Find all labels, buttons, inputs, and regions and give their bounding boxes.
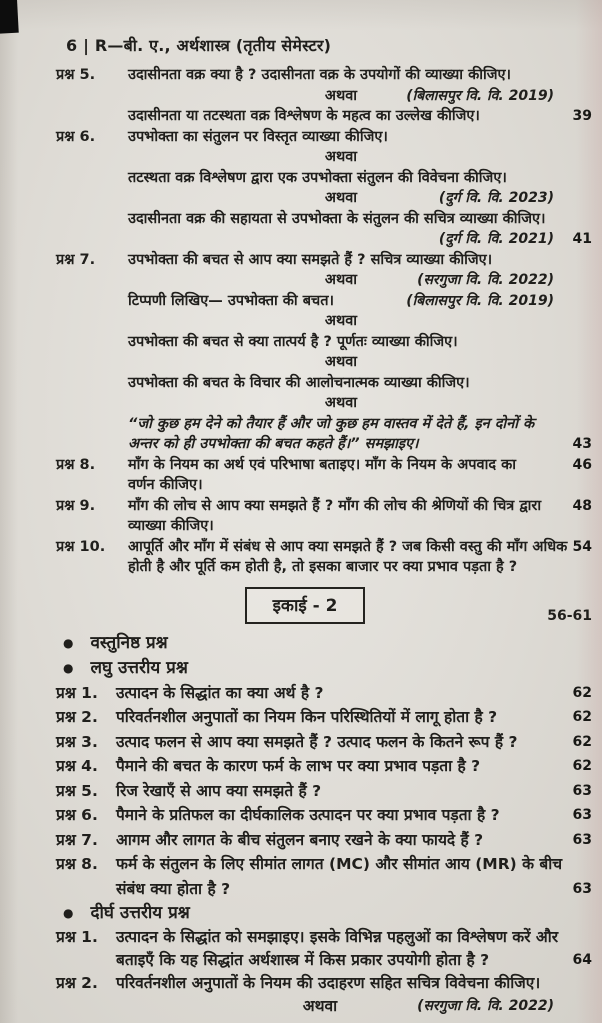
or-divider-label: अथवा — [324, 313, 358, 329]
question-text: अन्तर को ही उपभोक्ता की बचत कहते हैं।” समझाइए। — [128, 436, 419, 452]
unit1-question-list — [56, 65, 592, 578]
citation-text: (सरगुजा वि. वि. 2022) — [417, 272, 554, 288]
question-row — [56, 803, 592, 828]
or-divider-row — [56, 995, 554, 1018]
question-label: प्रश्न 3. — [56, 732, 98, 751]
unit2-page-range: 56-61 — [547, 607, 592, 624]
page-number: 63 — [572, 831, 592, 848]
question-text: उदासीनता वक्र की सहायता से उपभोक्ता के संतुलन की सचित्र व्याख्या कीजिए। — [128, 210, 546, 227]
question-text: आपूर्ति और माँग में संबंध से आप क्या समझते हैं ? जब किसी वस्तु की माँग अधिक — [128, 538, 568, 555]
question-row — [56, 496, 592, 517]
question-text: “जो कुछ हम देने को तैयार हैं और जो कुछ हम वास्तव में देते हैं, इन दोनों के — [128, 415, 535, 432]
bullet-icon: ● — [63, 635, 74, 650]
question-row — [56, 779, 592, 804]
question-text: रिज रेखाएँ से आप क्या समझते हैं ? — [116, 781, 322, 800]
page-number: 62 — [572, 684, 592, 701]
or-divider-row — [56, 147, 554, 168]
bullet-icon: ● — [63, 660, 74, 675]
question-row — [56, 250, 554, 271]
question-text: परिवर्तनशील अनुपातों का नियम किन परिस्थितियों में लागू होता है ? — [116, 708, 498, 726]
scan-corner-artifact — [0, 0, 19, 34]
or-divider-row — [56, 270, 554, 291]
or-divider-label: अथवा — [324, 87, 358, 104]
continuation-row — [56, 373, 554, 394]
continuation-row — [56, 291, 554, 312]
question-text: संबंध क्या होता है ? — [116, 879, 231, 898]
or-divider-row — [56, 352, 554, 373]
section-heading-row — [56, 656, 554, 681]
page-header: 6 | R—बी. ए., अर्थशास्त्र (तृतीय सेमेस्टर) — [66, 36, 332, 55]
question-row — [56, 681, 592, 706]
page-number: 54 — [572, 538, 592, 555]
question-text: उदासीनता या तटस्थता वक्र विश्लेषण के महत्व का उल्लेख कीजिए। — [128, 108, 480, 124]
citation-text: (बिलासपुर वि. वि. 2019) — [406, 87, 554, 104]
question-row — [56, 754, 592, 779]
continuation-row — [56, 414, 554, 435]
or-divider-row — [56, 393, 554, 414]
question-label: प्रश्न 5. — [56, 781, 98, 800]
continuation-row — [56, 877, 592, 902]
section-heading-label: लघु उत्तरीय प्रश्न — [90, 657, 188, 678]
question-text: उत्पादन के सिद्धांत का क्या अर्थ है ? — [116, 683, 324, 702]
question-text: पैमाने की बचत के कारण फर्म के लाभ पर क्या प्रभाव पड़ता है ? — [116, 757, 481, 775]
question-label: प्रश्न 4. — [56, 757, 98, 775]
question-label: प्रश्न 6. — [56, 806, 98, 824]
question-label: प्रश्न 7. — [56, 251, 96, 268]
continuation-row — [56, 106, 592, 127]
page-number: 46 — [572, 456, 592, 473]
question-label: प्रश्न 1. — [56, 928, 98, 946]
question-text: उत्पादन के सिद्धांत को समझाइए। इसके विभिन्न पहलुओं का विश्लेषण करें और — [116, 928, 559, 946]
question-row — [56, 705, 592, 730]
continuation-row — [56, 516, 554, 537]
question-text: उपभोक्ता की बचत से क्या तात्पर्य है ? पूर्णतः व्याख्या कीजिए। — [128, 333, 458, 350]
or-divider-label: अथवा — [324, 149, 358, 165]
question-row — [56, 455, 592, 476]
question-label: प्रश्न 5. — [56, 67, 96, 83]
section-heading-row — [56, 901, 554, 926]
question-label: प्रश्न 10. — [56, 538, 106, 555]
question-row — [56, 127, 554, 148]
page-number: 43 — [572, 436, 592, 452]
unit2-box-title: इकाई - 2 — [245, 587, 366, 624]
continuation-row — [56, 434, 592, 455]
or-divider-label: अथवा — [324, 395, 358, 411]
bullet-icon: ● — [63, 906, 74, 920]
question-label: प्रश्न 2. — [56, 708, 98, 726]
section-heading-label: वस्तुनिष्ठ प्रश्न — [90, 632, 168, 653]
continuation-row — [56, 209, 554, 230]
question-text: वर्णन कीजिए। — [128, 477, 203, 493]
page-number: 63 — [572, 807, 592, 823]
page-number: 48 — [572, 497, 592, 514]
question-label: प्रश्न 8. — [56, 456, 96, 473]
unit2-heading-row — [56, 587, 592, 624]
question-text: तटस्थता वक्र विश्लेषण द्वारा एक उपभोक्ता संतुलन की विवेचना कीजिए। — [128, 169, 507, 186]
or-divider-row — [56, 188, 554, 209]
question-row — [56, 537, 592, 558]
citation-text: (दुर्ग वि. वि. 2021) — [438, 231, 554, 247]
or-divider-row — [56, 86, 554, 107]
question-text: फर्म के संतुलन के लिए सीमांत लागत (MC) और सीमांत आय (MR) के बीच — [116, 855, 563, 873]
question-text: माँग की लोच से आप क्या समझते हैं ? माँग की लोच की श्रेणियों की चित्र द्वारा — [128, 497, 542, 514]
section-heading-label: दीर्घ उत्तरीय प्रश्न — [90, 903, 190, 923]
question-label: प्रश्न 2. — [56, 974, 98, 992]
page-number: 41 — [572, 231, 592, 247]
question-text: उपभोक्ता की बचत से आप क्या समझते हैं ? सचित्र व्याख्या कीजिए। — [128, 251, 493, 268]
question-text: बताइएँ कि यह सिद्धांत अर्थशास्त्र में किस प्रकार उपयोगी होता है ? — [116, 951, 490, 969]
question-text: उदासीनता वक्र क्या है ? उदासीनता वक्र के उपयोगों की व्याख्या कीजिए। — [128, 67, 511, 83]
citation-text: (सरगुजा वि. वि. 2022) — [417, 998, 554, 1014]
question-text: माँग के नियम का अर्थ एवं परिभाषा बताइए। माँग के नियम के अपवाद का — [128, 456, 516, 473]
section-heading-row — [56, 631, 554, 656]
continuation-row — [56, 949, 592, 972]
or-divider-row — [56, 311, 554, 332]
question-label: प्रश्न 8. — [56, 855, 98, 873]
question-row — [56, 828, 592, 853]
question-label: प्रश्न 1. — [56, 683, 98, 702]
continuation-row — [56, 332, 554, 353]
or-divider-label: अथवा — [324, 272, 358, 288]
question-row — [56, 65, 554, 86]
page-number: 39 — [572, 108, 592, 124]
question-label: प्रश्न 9. — [56, 497, 96, 514]
question-row — [56, 926, 559, 949]
continuation-row — [56, 229, 592, 250]
page-number: 64 — [572, 952, 592, 968]
page-number: 62 — [572, 709, 592, 725]
question-text: टिप्पणी लिखिए— उपभोक्ता की बचत। — [128, 292, 334, 309]
unit2-question-list — [56, 631, 592, 1019]
question-row — [56, 972, 554, 995]
question-text: होती है और पूर्ति कम होती है, तो इसका बाजार पर क्या प्रभाव पड़ता है ? — [128, 559, 518, 575]
question-text: उत्पाद फलन से आप क्या समझते हैं ? उत्पाद फलन के कितने रूप हैं ? — [116, 732, 518, 751]
question-label: प्रश्न 6. — [56, 128, 96, 145]
question-text: परिवर्तनशील अनुपातों के नियम की उदाहरण सहित सचित्र विवेचना कीजिए। — [116, 974, 541, 992]
question-text: व्याख्या कीजिए। — [128, 518, 214, 534]
continuation-row — [56, 557, 554, 578]
or-divider-label: अथवा — [302, 997, 338, 1015]
question-text: उपभोक्ता की बचत के विचार की आलोचनात्मक व्याख्या कीजिए। — [128, 374, 470, 391]
question-text: उपभोक्ता का संतुलन पर विस्तृत व्याख्या कीजिए। — [128, 128, 388, 145]
question-text: आगम और लागत के बीच संतुलन बनाए रखने के क्या फायदे हैं ? — [116, 830, 484, 849]
page-content — [56, 34, 592, 1018]
page-number: 62 — [572, 733, 592, 750]
page-number: 63 — [572, 880, 592, 897]
question-text: पैमाने के प्रतिफल का दीर्घकालिक उत्पादन पर क्या प्रभाव पड़ता है ? — [116, 806, 500, 824]
continuation-row — [56, 475, 554, 496]
page-number: 63 — [572, 782, 592, 799]
continuation-row — [56, 168, 554, 189]
or-divider-label: अथवा — [324, 354, 358, 370]
question-row — [56, 852, 563, 877]
question-row — [56, 730, 592, 755]
question-label: प्रश्न 7. — [56, 830, 98, 849]
page-number: 62 — [572, 758, 592, 774]
citation-text: (बिलासपुर वि. वि. 2019) — [406, 292, 554, 309]
citation-text: (दुर्ग वि. वि. 2023) — [438, 190, 554, 206]
or-divider-label: अथवा — [324, 190, 358, 206]
